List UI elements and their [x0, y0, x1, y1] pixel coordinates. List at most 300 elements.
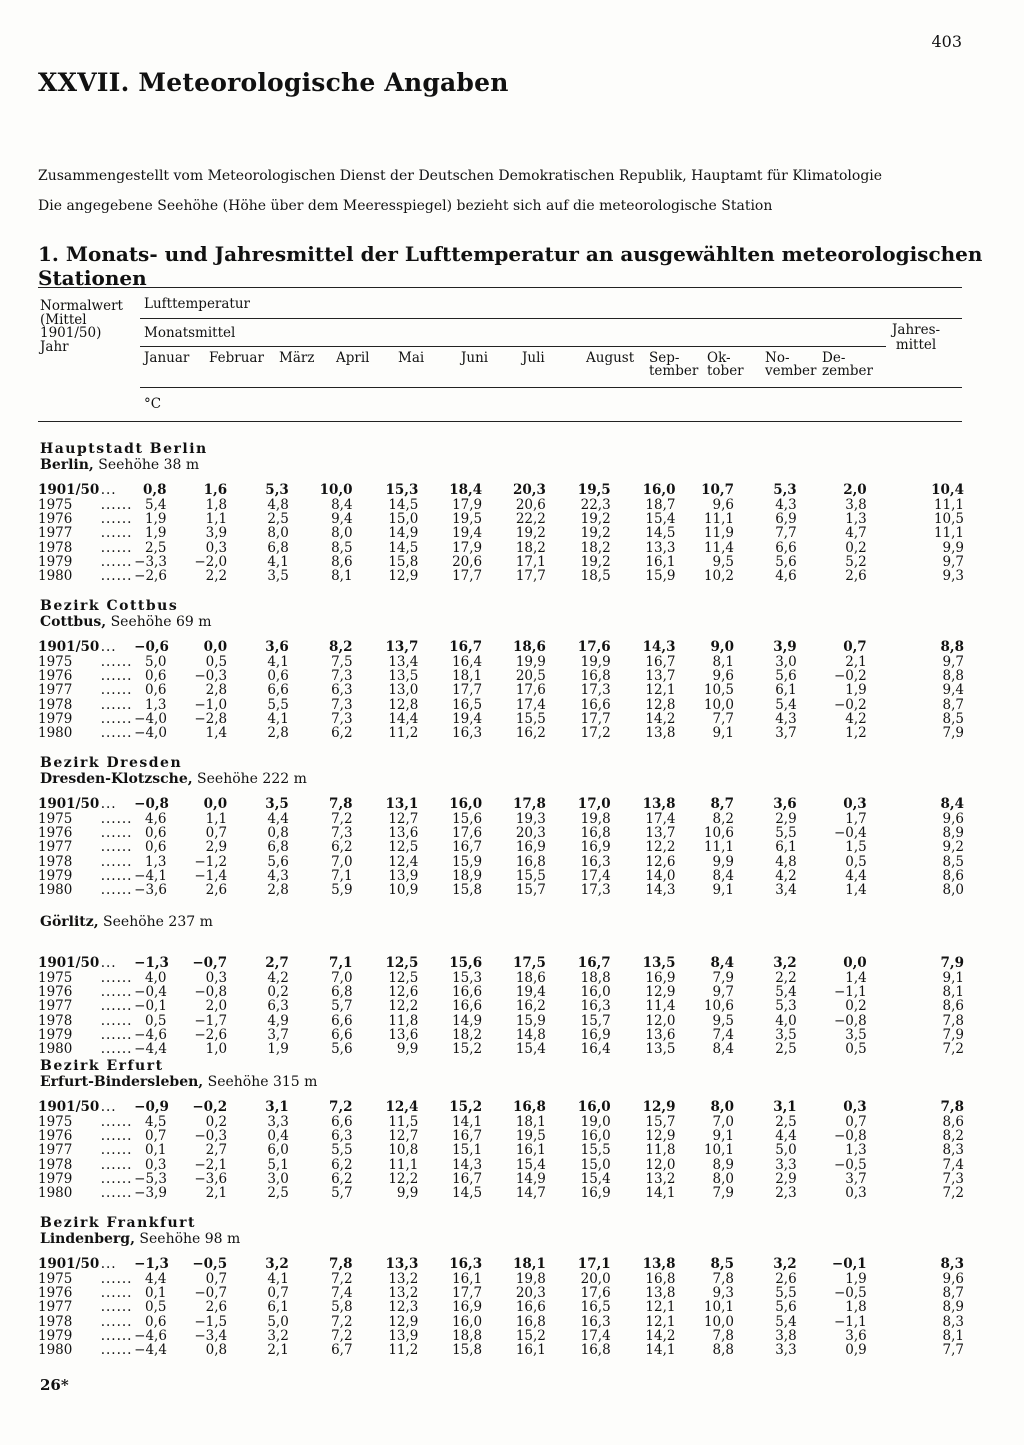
header-month-april: [336, 352, 369, 365]
bezirk-heading: Bezirk Cottbus: [40, 598, 179, 614]
cell-monthly-mean: 8,2: [712, 810, 734, 827]
cell-monthly-mean: 7,2: [331, 1313, 353, 1330]
cell-monthly-mean: 0,7: [845, 1113, 867, 1130]
cell-monthly-mean: 16,1: [645, 553, 676, 570]
cell-monthly-mean: 12,6: [388, 983, 419, 1000]
row-year: 1978: [38, 1313, 73, 1330]
header-month-februar: [209, 352, 264, 365]
cell-monthly-mean: 16,6: [452, 983, 483, 1000]
cell-monthly-mean: 16,0: [580, 1127, 611, 1144]
cell-monthly-mean: 0,0: [843, 955, 867, 972]
header-period-label: 1901/50): [40, 325, 102, 341]
cell-monthly-mean: 16,0: [580, 983, 611, 1000]
cell-monthly-mean: 14,5: [452, 1185, 483, 1202]
cell-monthly-mean: 13,8: [642, 796, 676, 813]
cell-monthly-mean: 16,8: [515, 853, 546, 870]
cell-monthly-mean: 4,0: [145, 969, 167, 986]
cell-monthly-mean: 19,8: [580, 810, 611, 827]
table-row: [38, 826, 964, 840]
cell-monthly-mean: 19,2: [580, 553, 611, 570]
cell-monthly-mean: 8,0: [712, 1170, 734, 1187]
cell-monthly-mean: 19,4: [452, 525, 483, 542]
cell-monthly-mean: 3,6: [773, 796, 797, 813]
cell-annual-mean: 7,4: [942, 1156, 964, 1173]
cell-monthly-mean: 6,2: [331, 1156, 353, 1173]
row-year: 1977: [38, 1299, 73, 1316]
cell-monthly-mean: 17,2: [580, 725, 611, 742]
station-name: Cottbus,: [40, 614, 107, 630]
cell-monthly-mean: 6,6: [267, 682, 289, 699]
cell-monthly-mean: 12,0: [645, 1012, 676, 1029]
cell-monthly-mean: 1,9: [845, 1270, 867, 1287]
row-year: 1980: [38, 1342, 73, 1359]
cell-monthly-mean: 17,7: [580, 710, 611, 727]
row-year: 1901/50: [38, 639, 100, 656]
row-year: 1901/50: [38, 1099, 100, 1116]
header-month-line1: Juni: [461, 350, 489, 366]
cell-monthly-mean: −0,3: [194, 667, 228, 684]
cell-monthly-mean: 15,4: [580, 1170, 611, 1187]
cell-monthly-mean: 12,3: [388, 1299, 419, 1316]
cell-annual-mean: 8,4: [940, 796, 964, 813]
table-row: [38, 797, 964, 811]
temperature-table: [38, 483, 964, 583]
cell-monthly-mean: −0,5: [833, 1284, 867, 1301]
cell-monthly-mean: 4,3: [267, 867, 289, 884]
cell-monthly-mean: 5,6: [775, 667, 797, 684]
cell-monthly-mean: 15,5: [515, 710, 546, 727]
header-month-line1: Januar: [144, 350, 190, 366]
cell-monthly-mean: 12,1: [645, 682, 676, 699]
cell-monthly-mean: 13,7: [385, 639, 419, 656]
row-leader-dots: ......: [100, 1026, 133, 1043]
cell-monthly-mean: 2,5: [267, 1185, 289, 1202]
cell-monthly-mean: 0,2: [845, 539, 867, 556]
cell-monthly-mean: 5,6: [267, 853, 289, 870]
cell-monthly-mean: 0,7: [267, 1284, 289, 1301]
cell-monthly-mean: 3,8: [775, 1327, 797, 1344]
row-leader-dots: ......: [100, 1012, 133, 1029]
cell-monthly-mean: 8,6: [331, 553, 353, 570]
station-heading: [40, 1074, 317, 1090]
table-row: [38, 956, 964, 970]
row-year: 1901/50: [38, 482, 100, 499]
row-leader-dots: ......: [100, 496, 133, 513]
row-year: 1980: [38, 568, 73, 585]
cell-monthly-mean: −0,3: [194, 1127, 228, 1144]
table-row: [38, 1013, 964, 1027]
row-leader-dots: ......: [100, 882, 133, 899]
cell-monthly-mean: 18,2: [515, 539, 546, 556]
cell-annual-mean: 9,9: [942, 539, 964, 556]
cell-monthly-mean: 7,3: [331, 824, 353, 841]
cell-monthly-mean: 19,2: [580, 525, 611, 542]
cell-monthly-mean: 6,3: [331, 682, 353, 699]
cell-monthly-mean: 5,5: [331, 1142, 353, 1159]
cell-monthly-mean: 19,9: [515, 653, 546, 670]
cell-monthly-mean: 0,2: [205, 1113, 228, 1130]
cell-monthly-mean: 17,9: [452, 539, 483, 556]
cell-monthly-mean: 10,0: [703, 1313, 734, 1330]
cell-monthly-mean: 1,3: [145, 853, 167, 870]
header-month-line2: zember: [822, 363, 873, 379]
cell-monthly-mean: 7,2: [331, 1270, 353, 1287]
cell-annual-mean: 8,3: [942, 1142, 964, 1159]
header-normalwert: [40, 300, 123, 354]
cell-monthly-mean: 15,3: [452, 969, 483, 986]
row-year: 1979: [38, 1327, 73, 1344]
cell-monthly-mean: 17,4: [515, 696, 546, 713]
row-year: 1977: [38, 1142, 73, 1159]
cell-monthly-mean: 15,8: [388, 553, 419, 570]
cell-monthly-mean: 3,7: [775, 725, 797, 742]
table-row: [38, 1329, 964, 1343]
cell-monthly-mean: 14,9: [515, 1170, 546, 1187]
cell-monthly-mean: −3,9: [134, 1185, 167, 1202]
cell-monthly-mean: 18,1: [513, 1256, 546, 1273]
header-month-line1: August: [586, 350, 635, 366]
temperature-table: [38, 797, 964, 897]
cell-monthly-mean: −1,1: [833, 1313, 867, 1330]
cell-monthly-mean: 2,0: [843, 482, 867, 499]
cell-monthly-mean: −0,2: [192, 1099, 228, 1116]
row-leader-dots: ......: [100, 1170, 133, 1187]
cell-monthly-mean: 15,5: [515, 867, 546, 884]
table-rule-top: [38, 287, 962, 288]
cell-monthly-mean: 1,9: [145, 525, 167, 542]
temperature-table: [38, 1257, 964, 1357]
cell-annual-mean: 8,0: [942, 882, 964, 899]
cell-monthly-mean: 7,1: [331, 867, 353, 884]
cell-monthly-mean: 3,9: [773, 639, 797, 656]
row-year: 1975: [38, 496, 73, 513]
row-leader-dots: ......: [100, 1041, 133, 1058]
cell-monthly-mean: 13,3: [385, 1256, 419, 1273]
cell-monthly-mean: 11,4: [703, 539, 734, 556]
cell-monthly-mean: 9,9: [712, 853, 734, 870]
cell-monthly-mean: 16,8: [645, 1270, 676, 1287]
cell-monthly-mean: 15,5: [580, 1142, 611, 1159]
row-year: 1978: [38, 853, 73, 870]
cell-monthly-mean: −1,0: [194, 696, 228, 713]
temperature-table: [38, 640, 964, 740]
cell-monthly-mean: 3,8: [845, 496, 867, 513]
cell-monthly-mean: 7,0: [331, 853, 353, 870]
table-row: [38, 540, 964, 554]
cell-monthly-mean: 17,6: [515, 682, 546, 699]
cell-monthly-mean: 5,2: [845, 553, 867, 570]
cell-monthly-mean: 7,4: [331, 1284, 353, 1301]
cell-monthly-mean: 0,1: [145, 1284, 167, 1301]
table-row: [38, 1186, 964, 1200]
cell-monthly-mean: 12,9: [642, 1099, 676, 1116]
cell-monthly-mean: 6,7: [331, 1342, 353, 1359]
cell-monthly-mean: 13,5: [642, 955, 676, 972]
cell-monthly-mean: 1,9: [845, 682, 867, 699]
cell-monthly-mean: 17,1: [515, 553, 546, 570]
row-year: 1980: [38, 1041, 73, 1058]
cell-monthly-mean: 15,2: [452, 1041, 483, 1058]
cell-monthly-mean: 14,3: [642, 639, 676, 656]
cell-monthly-mean: 11,4: [645, 998, 676, 1015]
cell-monthly-mean: 16,7: [577, 955, 611, 972]
cell-monthly-mean: 2,6: [205, 882, 228, 899]
cell-monthly-mean: 0,1: [145, 1142, 167, 1159]
cell-monthly-mean: 15,2: [449, 1099, 483, 1116]
cell-monthly-mean: 3,0: [775, 653, 797, 670]
cell-monthly-mean: 12,5: [388, 969, 419, 986]
row-year: 1976: [38, 1284, 73, 1301]
cell-monthly-mean: 11,5: [388, 1113, 419, 1130]
header-monatsmittel: Monatsmittel: [144, 325, 236, 341]
cell-monthly-mean: 5,5: [775, 1284, 797, 1301]
header-month-juli: [522, 352, 545, 365]
cell-monthly-mean: 14,5: [388, 496, 419, 513]
cell-monthly-mean: 6,3: [331, 1127, 353, 1144]
cell-monthly-mean: 16,4: [580, 1041, 611, 1058]
cell-monthly-mean: 13,9: [388, 1327, 419, 1344]
row-year: 1901/50: [38, 1256, 100, 1273]
row-year: 1978: [38, 539, 73, 556]
cell-monthly-mean: 7,2: [331, 1327, 353, 1344]
cell-monthly-mean: 16,3: [580, 853, 611, 870]
station-heading: [40, 614, 212, 630]
station-name: Lindenberg,: [40, 1231, 135, 1247]
cell-annual-mean: 7,3: [942, 1170, 964, 1187]
cell-monthly-mean: 15,7: [515, 882, 546, 899]
station-altitude: Seehöhe 222 m: [192, 771, 307, 787]
row-leader-dots: ......: [100, 510, 133, 527]
cell-monthly-mean: 5,6: [775, 1299, 797, 1316]
table-row: [38, 654, 964, 668]
table-row: [38, 869, 964, 883]
cell-monthly-mean: 16,6: [580, 696, 611, 713]
cell-monthly-mean: 0,6: [267, 667, 289, 684]
bezirk-heading: Bezirk Dresden: [40, 755, 183, 771]
cell-monthly-mean: 10,1: [703, 1299, 734, 1316]
row-year: 1980: [38, 1185, 73, 1202]
cell-monthly-mean: 5,0: [267, 1313, 289, 1330]
cell-monthly-mean: 3,5: [775, 1026, 797, 1043]
cell-monthly-mean: 19,4: [452, 710, 483, 727]
cell-monthly-mean: 16,8: [580, 824, 611, 841]
cell-monthly-mean: 4,4: [845, 867, 867, 884]
header-month-mai: [398, 352, 424, 365]
cell-monthly-mean: 1,4: [845, 882, 867, 899]
cell-monthly-mean: 20,0: [580, 1270, 611, 1287]
row-leader-dots: ......: [100, 653, 133, 670]
cell-monthly-mean: 5,0: [145, 653, 167, 670]
cell-monthly-mean: 7,7: [775, 525, 797, 542]
cell-monthly-mean: 6,8: [267, 539, 289, 556]
table-rule-header-bottom: [38, 421, 962, 422]
cell-monthly-mean: 16,9: [452, 1299, 483, 1316]
cell-monthly-mean: 8,0: [710, 1099, 734, 1116]
cell-monthly-mean: 1,1: [205, 510, 228, 527]
cell-monthly-mean: 8,5: [710, 1256, 734, 1273]
cell-monthly-mean: 9,1: [712, 882, 734, 899]
cell-monthly-mean: 4,1: [267, 553, 289, 570]
cell-monthly-mean: 15,3: [385, 482, 419, 499]
cell-monthly-mean: 0,7: [205, 1270, 228, 1287]
row-year: 1980: [38, 725, 73, 742]
cell-monthly-mean: 0,6: [145, 1313, 167, 1330]
cell-monthly-mean: −0,1: [831, 1256, 867, 1273]
row-leader-dots: ......: [100, 839, 133, 856]
cell-monthly-mean: 4,4: [775, 1127, 797, 1144]
cell-monthly-mean: 14,1: [645, 1185, 676, 1202]
header-jahresmittel-line2: mittel: [895, 337, 937, 353]
cell-monthly-mean: 15,4: [515, 1041, 546, 1058]
cell-annual-mean: 8,3: [942, 1313, 964, 1330]
cell-monthly-mean: 14,0: [645, 867, 676, 884]
cell-monthly-mean: 16,2: [515, 998, 546, 1015]
cell-monthly-mean: 17,6: [452, 824, 483, 841]
cell-monthly-mean: 9,5: [712, 1012, 734, 1029]
header-month-maerz: [279, 352, 314, 365]
header-month-august: [586, 352, 634, 365]
cell-monthly-mean: −2,6: [194, 1026, 228, 1043]
cell-monthly-mean: −4,4: [134, 1041, 167, 1058]
cell-monthly-mean: −1,4: [194, 867, 228, 884]
cell-monthly-mean: 4,1: [267, 653, 289, 670]
cell-monthly-mean: 10,1: [703, 1142, 734, 1159]
cell-monthly-mean: 7,5: [331, 653, 353, 670]
cell-annual-mean: 9,7: [942, 553, 964, 570]
cell-monthly-mean: 12,0: [645, 1156, 676, 1173]
cell-monthly-mean: 13,2: [388, 1284, 419, 1301]
cell-annual-mean: 10,4: [931, 482, 964, 499]
cell-monthly-mean: −2,6: [134, 568, 167, 585]
row-year: 1975: [38, 1113, 73, 1130]
header-month-line2: tober: [707, 363, 744, 379]
row-year: 1977: [38, 525, 73, 542]
table-row: [38, 970, 964, 984]
row-leader-dots: ......: [100, 568, 133, 585]
cell-monthly-mean: 16,7: [452, 839, 483, 856]
table-rule-lufttemperatur: [140, 318, 962, 319]
cell-monthly-mean: 18,6: [513, 639, 546, 656]
temperature-table: [38, 956, 964, 1056]
cell-monthly-mean: 4,8: [775, 853, 797, 870]
cell-monthly-mean: −0,9: [134, 1099, 169, 1116]
cell-monthly-mean: 9,1: [712, 725, 734, 742]
header-month-line2: vember: [765, 363, 817, 379]
cell-annual-mean: 7,8: [940, 1099, 964, 1116]
cell-monthly-mean: 1,2: [845, 725, 867, 742]
cell-monthly-mean: 0,3: [843, 1099, 867, 1116]
table-row: [38, 1028, 964, 1042]
cell-annual-mean: 8,1: [942, 1327, 964, 1344]
cell-monthly-mean: 14,7: [515, 1185, 546, 1202]
cell-monthly-mean: 12,2: [388, 1170, 419, 1187]
bezirk-heading: Bezirk Frankfurt: [40, 1215, 197, 1231]
cell-monthly-mean: 6,8: [331, 983, 353, 1000]
cell-monthly-mean: 16,1: [515, 1342, 546, 1359]
cell-monthly-mean: 0,5: [845, 853, 867, 870]
header-month-juni: [461, 352, 488, 365]
cell-monthly-mean: 14,5: [645, 525, 676, 542]
table-row: [38, 683, 964, 697]
cell-monthly-mean: 7,2: [331, 810, 353, 827]
cell-monthly-mean: −4,0: [134, 725, 167, 742]
cell-monthly-mean: 4,2: [775, 867, 797, 884]
cell-monthly-mean: 1,7: [845, 810, 867, 827]
row-year: 1979: [38, 553, 73, 570]
cell-annual-mean: 10,5: [933, 510, 964, 527]
cell-monthly-mean: 13,8: [645, 1284, 676, 1301]
cell-monthly-mean: 17,1: [577, 1256, 611, 1273]
cell-monthly-mean: −1,2: [194, 853, 228, 870]
header-mittel-label: (Mittel: [40, 311, 87, 328]
cell-annual-mean: 8,3: [940, 1256, 964, 1273]
cell-annual-mean: 9,6: [942, 810, 964, 827]
page-number: 403: [931, 32, 962, 51]
cell-monthly-mean: 6,2: [331, 839, 353, 856]
cell-annual-mean: 9,4: [942, 682, 964, 699]
cell-monthly-mean: 3,0: [267, 1170, 289, 1187]
cell-monthly-mean: 7,0: [712, 1113, 734, 1130]
cell-monthly-mean: 2,5: [775, 1041, 797, 1058]
cell-monthly-mean: −5,3: [134, 1170, 167, 1187]
row-year: 1979: [38, 710, 73, 727]
cell-monthly-mean: 12,2: [645, 839, 676, 856]
cell-monthly-mean: 11,1: [388, 1156, 419, 1173]
row-year: 1977: [38, 839, 73, 856]
cell-monthly-mean: 16,0: [577, 1099, 611, 1116]
header-jahresmittel: [892, 324, 940, 352]
station-altitude: Seehöhe 69 m: [106, 614, 212, 630]
cell-monthly-mean: 13,6: [645, 1026, 676, 1043]
cell-monthly-mean: 2,5: [267, 510, 289, 527]
cell-monthly-mean: 12,9: [388, 1313, 419, 1330]
cell-monthly-mean: 2,0: [205, 998, 228, 1015]
cell-monthly-mean: 12,9: [645, 983, 676, 1000]
cell-monthly-mean: −2,0: [194, 553, 228, 570]
cell-monthly-mean: 19,8: [515, 1270, 546, 1287]
row-leader-dots: ......: [100, 810, 133, 827]
cell-monthly-mean: 0,2: [267, 983, 289, 1000]
cell-monthly-mean: 3,4: [775, 882, 797, 899]
cell-monthly-mean: 12,1: [645, 1299, 676, 1316]
cell-monthly-mean: 3,5: [845, 1026, 867, 1043]
cell-annual-mean: 8,7: [942, 1284, 964, 1301]
cell-monthly-mean: 14,1: [645, 1342, 676, 1359]
cell-monthly-mean: 1,3: [145, 696, 167, 713]
cell-monthly-mean: 7,8: [329, 796, 353, 813]
header-month-oktober: [707, 352, 744, 378]
cell-monthly-mean: 20,3: [515, 824, 546, 841]
cell-monthly-mean: 0,6: [145, 667, 167, 684]
cell-monthly-mean: 0,8: [267, 824, 289, 841]
cell-monthly-mean: 1,6: [203, 482, 228, 499]
cell-monthly-mean: 15,8: [452, 1342, 483, 1359]
cell-monthly-mean: 2,7: [205, 1142, 228, 1159]
row-year: 1976: [38, 1127, 73, 1144]
cell-monthly-mean: 12,4: [388, 853, 419, 870]
cell-monthly-mean: 1,9: [267, 1041, 289, 1058]
cell-monthly-mean: 19,2: [580, 510, 611, 527]
cell-monthly-mean: 1,3: [845, 1142, 867, 1159]
cell-monthly-mean: 4,3: [775, 496, 797, 513]
cell-monthly-mean: 20,3: [515, 1284, 546, 1301]
row-leader-dots: ...: [100, 796, 117, 813]
cell-monthly-mean: 14,3: [645, 882, 676, 899]
cell-monthly-mean: 12,6: [645, 853, 676, 870]
cell-monthly-mean: 18,9: [452, 867, 483, 884]
cell-monthly-mean: −1,3: [134, 955, 169, 972]
cell-monthly-mean: 4,6: [145, 810, 167, 827]
